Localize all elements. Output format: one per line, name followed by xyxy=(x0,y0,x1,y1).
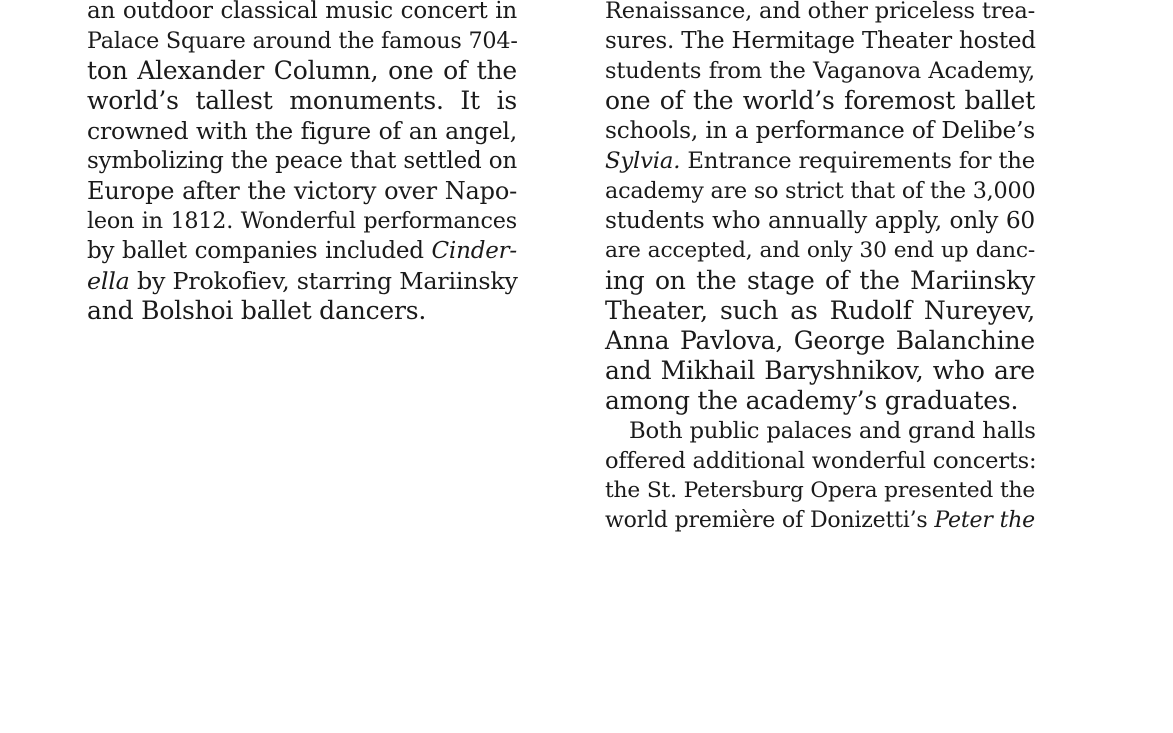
text-line xyxy=(605,0,1035,26)
text-line xyxy=(605,386,1035,416)
text-segment: symbolizing the peace that settled on xyxy=(87,148,517,174)
italic-title: ella xyxy=(87,267,130,295)
text-segment: by Prokofiev, starring Mariinsky xyxy=(129,267,518,295)
text-segment: Entrance requirements for the xyxy=(680,148,1035,174)
text-segment: crowned with the figure of an angel, xyxy=(87,117,517,145)
text-segment: ton Alexander Column, one of the xyxy=(87,56,517,85)
left-column xyxy=(87,0,517,326)
text-line xyxy=(605,86,1035,116)
text-line xyxy=(605,206,1035,236)
text-line xyxy=(605,476,1035,506)
text-segment: one of the world’s foremost ballet xyxy=(605,86,1035,115)
text-line xyxy=(87,56,517,86)
text-segment: are accepted, and only 30 end up danc- xyxy=(605,238,1035,263)
italic-title: Cinder- xyxy=(431,238,517,264)
text-line xyxy=(87,26,517,56)
text-line xyxy=(87,0,517,26)
text-segment: ing on the stage of the Mariinsky xyxy=(605,266,1035,295)
text-segment: Renaissance, and other priceless trea- xyxy=(605,0,1035,24)
text-segment: an outdoor classical music concert in xyxy=(87,0,517,24)
text-line xyxy=(605,506,1035,536)
text-segment: Europe after the victory over Napo- xyxy=(87,177,517,205)
text-segment: leon in 1812. Wonderful performances xyxy=(87,208,517,234)
text-segment: world’s tallest monuments. It is xyxy=(87,86,517,115)
text-segment: world première of Donizetti’s xyxy=(605,508,935,533)
text-line xyxy=(605,446,1035,476)
text-line xyxy=(87,176,517,206)
text-segment: Both public palaces and grand halls xyxy=(629,418,1036,444)
text-segment: the St. Petersburg Opera presented the xyxy=(605,478,1035,503)
text-segment: Theater, such as Rudolf Nureyev, xyxy=(605,296,1035,325)
text-line xyxy=(605,146,1035,176)
text-segment: and Bolshoi ballet dancers. xyxy=(87,296,427,325)
text-line xyxy=(605,326,1035,356)
italic-title: Peter the xyxy=(934,508,1035,533)
text-line xyxy=(605,116,1035,146)
text-segment: schools, in a performance of Delibe’s xyxy=(605,117,1035,144)
text-line xyxy=(605,296,1035,326)
text-segment: among the academy’s graduates. xyxy=(605,386,1019,415)
text-line xyxy=(605,176,1035,206)
text-line xyxy=(605,236,1035,266)
text-segment: Palace Square around the famous 704- xyxy=(87,28,518,54)
text-line xyxy=(87,206,517,236)
text-line xyxy=(605,356,1035,386)
text-segment: offered additional wonderful concerts: xyxy=(605,448,1037,474)
text-segment: and Mikhail Baryshnikov, who are xyxy=(605,356,1035,385)
text-segment: academy are so strict that of the 3,000 xyxy=(605,178,1036,204)
text-line xyxy=(605,266,1035,296)
text-line xyxy=(87,266,517,296)
text-segment: by ballet companies included xyxy=(87,238,432,264)
text-line xyxy=(87,116,517,146)
text-line xyxy=(87,296,517,326)
right-column xyxy=(605,0,1035,536)
text-segment: students from the Vaganova Academy, xyxy=(605,58,1035,84)
text-segment: sures. The Hermitage Theater hosted xyxy=(605,28,1036,54)
text-segment: Anna Pavlova, George Balanchine xyxy=(605,326,1035,355)
text-segment: students who annually apply, only 60 xyxy=(605,207,1035,234)
text-line xyxy=(87,146,517,176)
text-line xyxy=(87,86,517,116)
text-line xyxy=(87,236,517,266)
text-line xyxy=(605,416,1035,446)
text-line xyxy=(605,26,1035,56)
text-line xyxy=(605,56,1035,86)
italic-title: Sylvia. xyxy=(605,148,681,174)
